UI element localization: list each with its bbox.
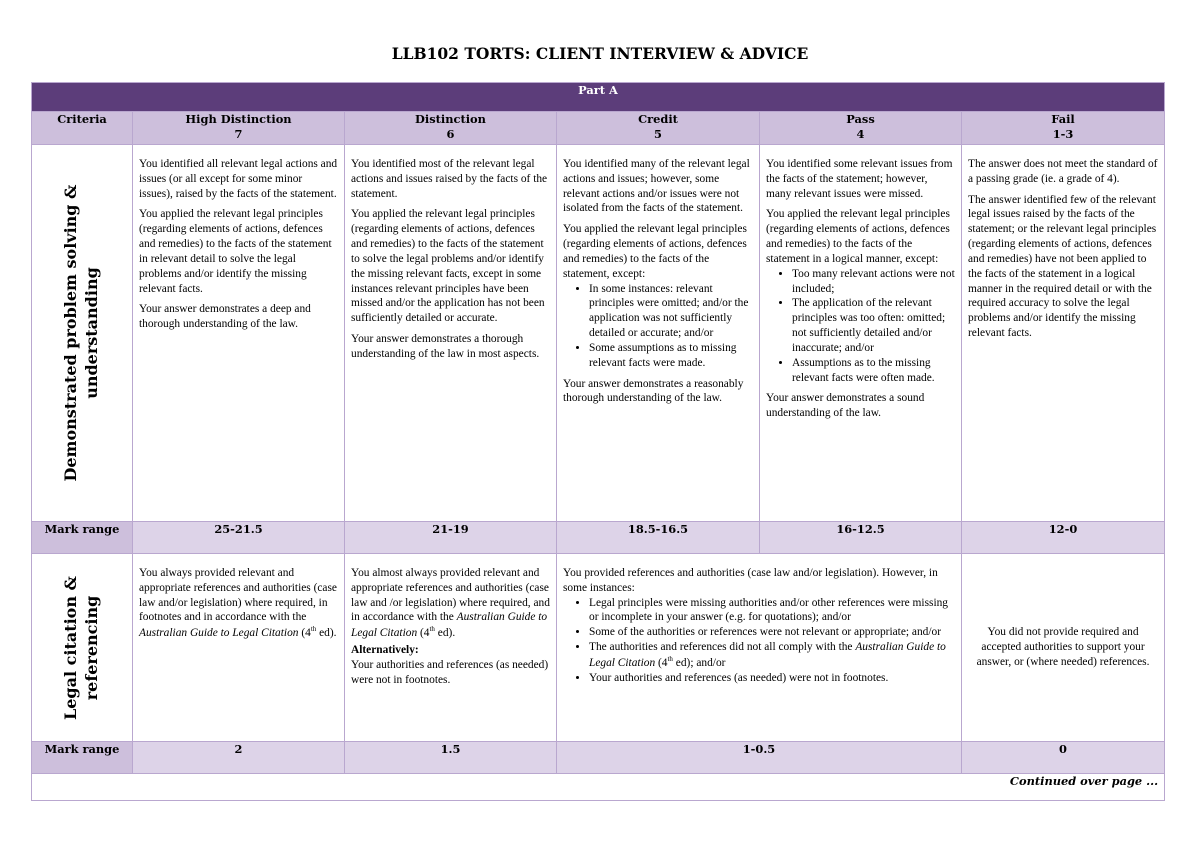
grade-label: Fail [1051, 112, 1075, 126]
mark-range-value: 16-12.5 [760, 522, 962, 554]
descriptor-paragraph: Your answer demonstrates a sound understanding of the law. [766, 392, 925, 420]
grade-label: Credit [638, 112, 678, 126]
criterion-row-citation [32, 554, 1165, 742]
descriptor-paragraph: You identified most of the relevant legal actions and issues raised by the facts of the statement. [351, 158, 548, 200]
grade-score: 4 [856, 126, 865, 141]
bullet-item: • Assumptions as to the missing relevant facts were often made. [792, 356, 955, 386]
mark-range-value: 18.5-16.5 [557, 522, 760, 554]
descriptor-paragraph: Your answer demonstrates a reasonably thorough understanding of the law. [563, 377, 744, 405]
descriptor-bullets [563, 282, 753, 371]
descriptor-paragraph: Your answer demonstrates a deep and thorough understanding of the law. [139, 303, 311, 331]
grade-score: 7 [234, 126, 243, 141]
descriptor-paragraph: You provided references and authorities (case law and/or legislation). However, in some instances: [563, 567, 938, 594]
mark-range-label: Mark range [32, 742, 133, 774]
descriptor-paragraph: You applied the relevant legal principles (regarding elements of actions, defences and remedies) to the facts of the statement in relevant detail to solve the legal problems and/or identify the missing relevant facts. [139, 208, 332, 295]
criterion-line: referencing [82, 595, 101, 700]
criteria-header: Criteria [32, 112, 133, 145]
mark-range-row-2 [32, 742, 1165, 774]
grade-header-f [962, 112, 1165, 145]
descriptor-bullets [563, 596, 955, 686]
mark-range-value: 21-19 [345, 522, 557, 554]
descriptor-paragraph: The answer does not meet the standard of a passing grade (ie. a grade of 4). [968, 158, 1158, 185]
citation-descriptor-d [345, 554, 557, 742]
citation-descriptor-credit-pass [557, 554, 962, 742]
bullet-item: • The application of the relevant principles was too often: omitted; not sufficiently detailed and/or inaccurate; and/or [792, 296, 955, 355]
descriptor-d [345, 145, 557, 522]
grade-score: 6 [446, 126, 455, 141]
criterion-line: Demonstrated problem solving & [61, 184, 81, 482]
criterion-vertical-text [61, 184, 103, 481]
grade-header-d [345, 112, 557, 145]
citation-descriptor-f: You did not provide required and accepted authorities to support your answer, or (where needed) references. [962, 554, 1165, 742]
alternatively-label: Alternatively: [351, 643, 419, 656]
bullet-item: • Legal principles were missing authorities and/or other references were missing or incomplete in your answer (e.g. for quotations); and/or [589, 596, 955, 626]
bullet-item: • Some assumptions as to missing relevant facts were made. [589, 341, 753, 371]
grade-header-hd [133, 112, 345, 145]
continued-note: Continued over page ... [32, 774, 1165, 801]
descriptor-paragraph: You applied the relevant legal principles (regarding elements of actions, defences and remedies) to the facts of the statement in a logical manner, except: [766, 208, 950, 265]
descriptor-paragraph: You always provided relevant and appropriate references and authorities (case law and/or legislation) where required, in footnotes and in accordance with the Australian Guide to Legal Citation (4th ed). [139, 567, 337, 640]
bullet-item: • In some instances: relevant principles were omitted; and/or the application was not sufficiently detailed or accurate; and/or [589, 282, 753, 341]
grade-score: 5 [654, 126, 662, 141]
mark-range-label: Mark range [32, 522, 133, 554]
criterion-vertical-text [61, 576, 103, 720]
mark-range-value: 1.5 [345, 742, 557, 774]
descriptor-paragraph: You applied the relevant legal principles (regarding elements of actions, defences and remedies) to the facts of the statement to solve the legal problems and/or identify the missing relevant facts, except in some instances relevant principles have been missed and/or the application has not been sufficiently detailed or accurate. [351, 208, 545, 325]
document-title: LLB102 TORTS: CLIENT INTERVIEW & ADVICE [391, 44, 809, 63]
descriptor-paragraph: The answer identified few of the relevant legal issues raised by the facts of the statement; or the relevant legal principles (regarding elements of actions, defences and remedies) have not been applied to the facts of the statement in a logical manner in the required detail or with the required accuracy to solve the legal problems and/or identify the missing relevant facts. [968, 193, 1157, 340]
descriptor-paragraph: You almost always provided relevant and appropriate references and authorities (case law and /or legislation) where required, and in accordance with the Australian Guide to Legal Citation (4th ed). [351, 567, 550, 640]
descriptor-paragraph: Your answer demonstrates a thorough understanding of the law in most aspects. [351, 333, 540, 360]
grade-header-c [557, 112, 760, 145]
mark-range-row-1 [32, 522, 1165, 554]
criterion-label-problem-solving [32, 145, 133, 522]
mark-range-value: 25-21.5 [133, 522, 345, 554]
bullet-item: • Some of the authorities or references were not relevant or appropriate; and/or [589, 625, 955, 640]
criterion-line: understanding [82, 267, 101, 399]
bullet-item: • Your authorities and references (as needed) were not in footnotes. [589, 671, 955, 686]
continued-row [32, 774, 1165, 801]
criterion-row-problem-solving [32, 145, 1165, 522]
descriptor-bullets [766, 267, 955, 386]
rubric-table [31, 82, 1165, 801]
descriptor-paragraph: You identified many of the relevant legal actions and issues; however, some relevant actions and/or issues were not isolated from the facts of the statement. [563, 158, 750, 215]
criterion-label-citation [32, 554, 133, 742]
descriptor-paragraph: Your authorities and references (as needed) were not in footnotes. [351, 658, 549, 686]
citation-descriptor-hd [133, 554, 345, 742]
mark-range-value: 1-0.5 [557, 742, 962, 774]
mark-range-value: 2 [133, 742, 345, 774]
grade-label: High Distinction [185, 112, 292, 126]
descriptor-hd [133, 145, 345, 522]
descriptor-paragraph: You applied the relevant legal principles (regarding elements of actions, defences and remedies) to the facts of the statement, except: [563, 223, 747, 280]
grade-score: 1-3 [1052, 126, 1074, 141]
criterion-line: Legal citation & [61, 575, 81, 720]
mark-range-value: 12-0 [962, 522, 1165, 554]
grade-header-p [760, 112, 962, 145]
descriptor-paragraph: You identified some relevant issues from the facts of the statement; however, many relevant issues were missed. [766, 158, 953, 200]
descriptor-paragraph: You identified all relevant legal actions and issues (or all except for some minor issues), raised by the facts of the statement. [139, 158, 338, 200]
part-title: Part A [32, 83, 1165, 112]
mark-range-value: 0 [962, 742, 1165, 774]
bullet-item: • Too many relevant actions were not included; [792, 267, 955, 297]
descriptor-f [962, 145, 1165, 522]
grade-label: Distinction [415, 112, 486, 126]
grade-label: Pass [846, 112, 875, 126]
part-title-row [32, 83, 1165, 112]
descriptor-c [557, 145, 760, 522]
descriptor-p [760, 145, 962, 522]
grade-header-row [32, 112, 1165, 145]
bullet-item: • The authorities and references did not all comply with the Australian Guide to Legal Citation (4th ed); and/or [589, 640, 955, 670]
